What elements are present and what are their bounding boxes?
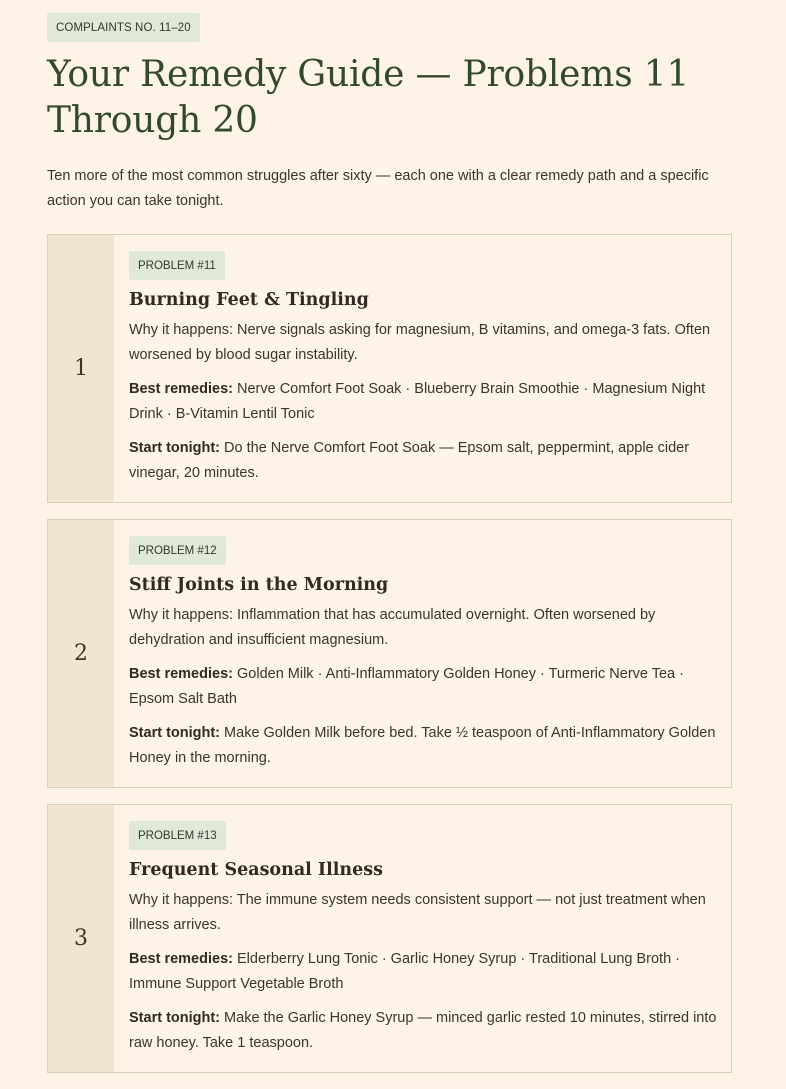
why-it-happens: Why it happens: Inflammation that has accumulated overnight. Often worsened by dehydration and insufficient magnesium. <box>129 607 656 648</box>
card-number: 3 <box>48 805 114 1072</box>
start-tonight <box>129 721 717 771</box>
problem-card <box>47 804 732 1073</box>
start-tonight-text: Make the Garlic Honey Syrup — minced garlic rested 10 minutes, stirred into raw honey. Take 1 teaspoon. <box>129 1010 717 1051</box>
problem-card <box>47 519 732 788</box>
problem-badge: PROBLEM #13 <box>129 821 226 850</box>
why-it-happens: Why it happens: The immune system needs consistent support — not just treatment when illness arrives. <box>129 892 706 933</box>
card-body <box>114 235 731 502</box>
best-remedies-text: Elderberry Lung Tonic · Garlic Honey Syrup · Traditional Lung Broth · Immune Support Vegetable Broth <box>129 951 681 992</box>
problem-title: Frequent Seasonal Illness <box>129 860 383 880</box>
problem-badge: PROBLEM #11 <box>129 251 225 280</box>
best-remedies-label: Best remedies: <box>129 951 233 967</box>
remedy-guide-page <box>47 13 732 1089</box>
card-body <box>114 805 731 1072</box>
intro-text: Ten more of the most common struggles after sixty — each one with a clear remedy path and a specific action you can take tonight. <box>47 168 709 209</box>
page-title: Your Remedy Guide — Problems 11 Through 20 <box>47 54 690 141</box>
start-tonight-text: Make Golden Milk before bed. Take ½ teaspoon of Anti-Inflammatory Golden Honey in the morning. <box>129 725 716 766</box>
best-remedies-text: Golden Milk · Anti-Inflammatory Golden Honey · Turmeric Nerve Tea · Epsom Salt Bath <box>129 666 684 707</box>
card-body <box>114 520 731 787</box>
start-tonight <box>129 1006 717 1056</box>
best-remedies-label: Best remedies: <box>129 381 233 397</box>
best-remedies <box>129 377 717 427</box>
best-remedies-text: Nerve Comfort Foot Soak · Blueberry Brain Smoothie · Magnesium Night Drink · B-Vitamin Lentil Tonic <box>129 381 706 422</box>
problem-title: Burning Feet & Tingling <box>129 290 369 310</box>
start-tonight-label: Start tonight: <box>129 440 221 456</box>
section-badge: COMPLAINTS NO. 11–20 <box>47 13 200 42</box>
best-remedies <box>129 947 717 997</box>
problem-card <box>47 234 732 503</box>
best-remedies-label: Best remedies: <box>129 666 233 682</box>
problem-badge: PROBLEM #12 <box>129 536 226 565</box>
start-tonight-label: Start tonight: <box>129 725 221 741</box>
card-number: 1 <box>48 235 114 502</box>
problem-title: Stiff Joints in the Morning <box>129 575 389 595</box>
problem-card-list <box>47 234 732 1073</box>
start-tonight-label: Start tonight: <box>129 1010 221 1026</box>
best-remedies <box>129 662 717 712</box>
start-tonight <box>129 436 717 486</box>
start-tonight-text: Do the Nerve Comfort Foot Soak — Epsom salt, peppermint, apple cider vinegar, 20 minutes. <box>129 440 690 481</box>
why-it-happens: Why it happens: Nerve signals asking for magnesium, B vitamins, and omega-3 fats. Often worsened by blood sugar instability. <box>129 322 711 363</box>
card-number: 2 <box>48 520 114 787</box>
